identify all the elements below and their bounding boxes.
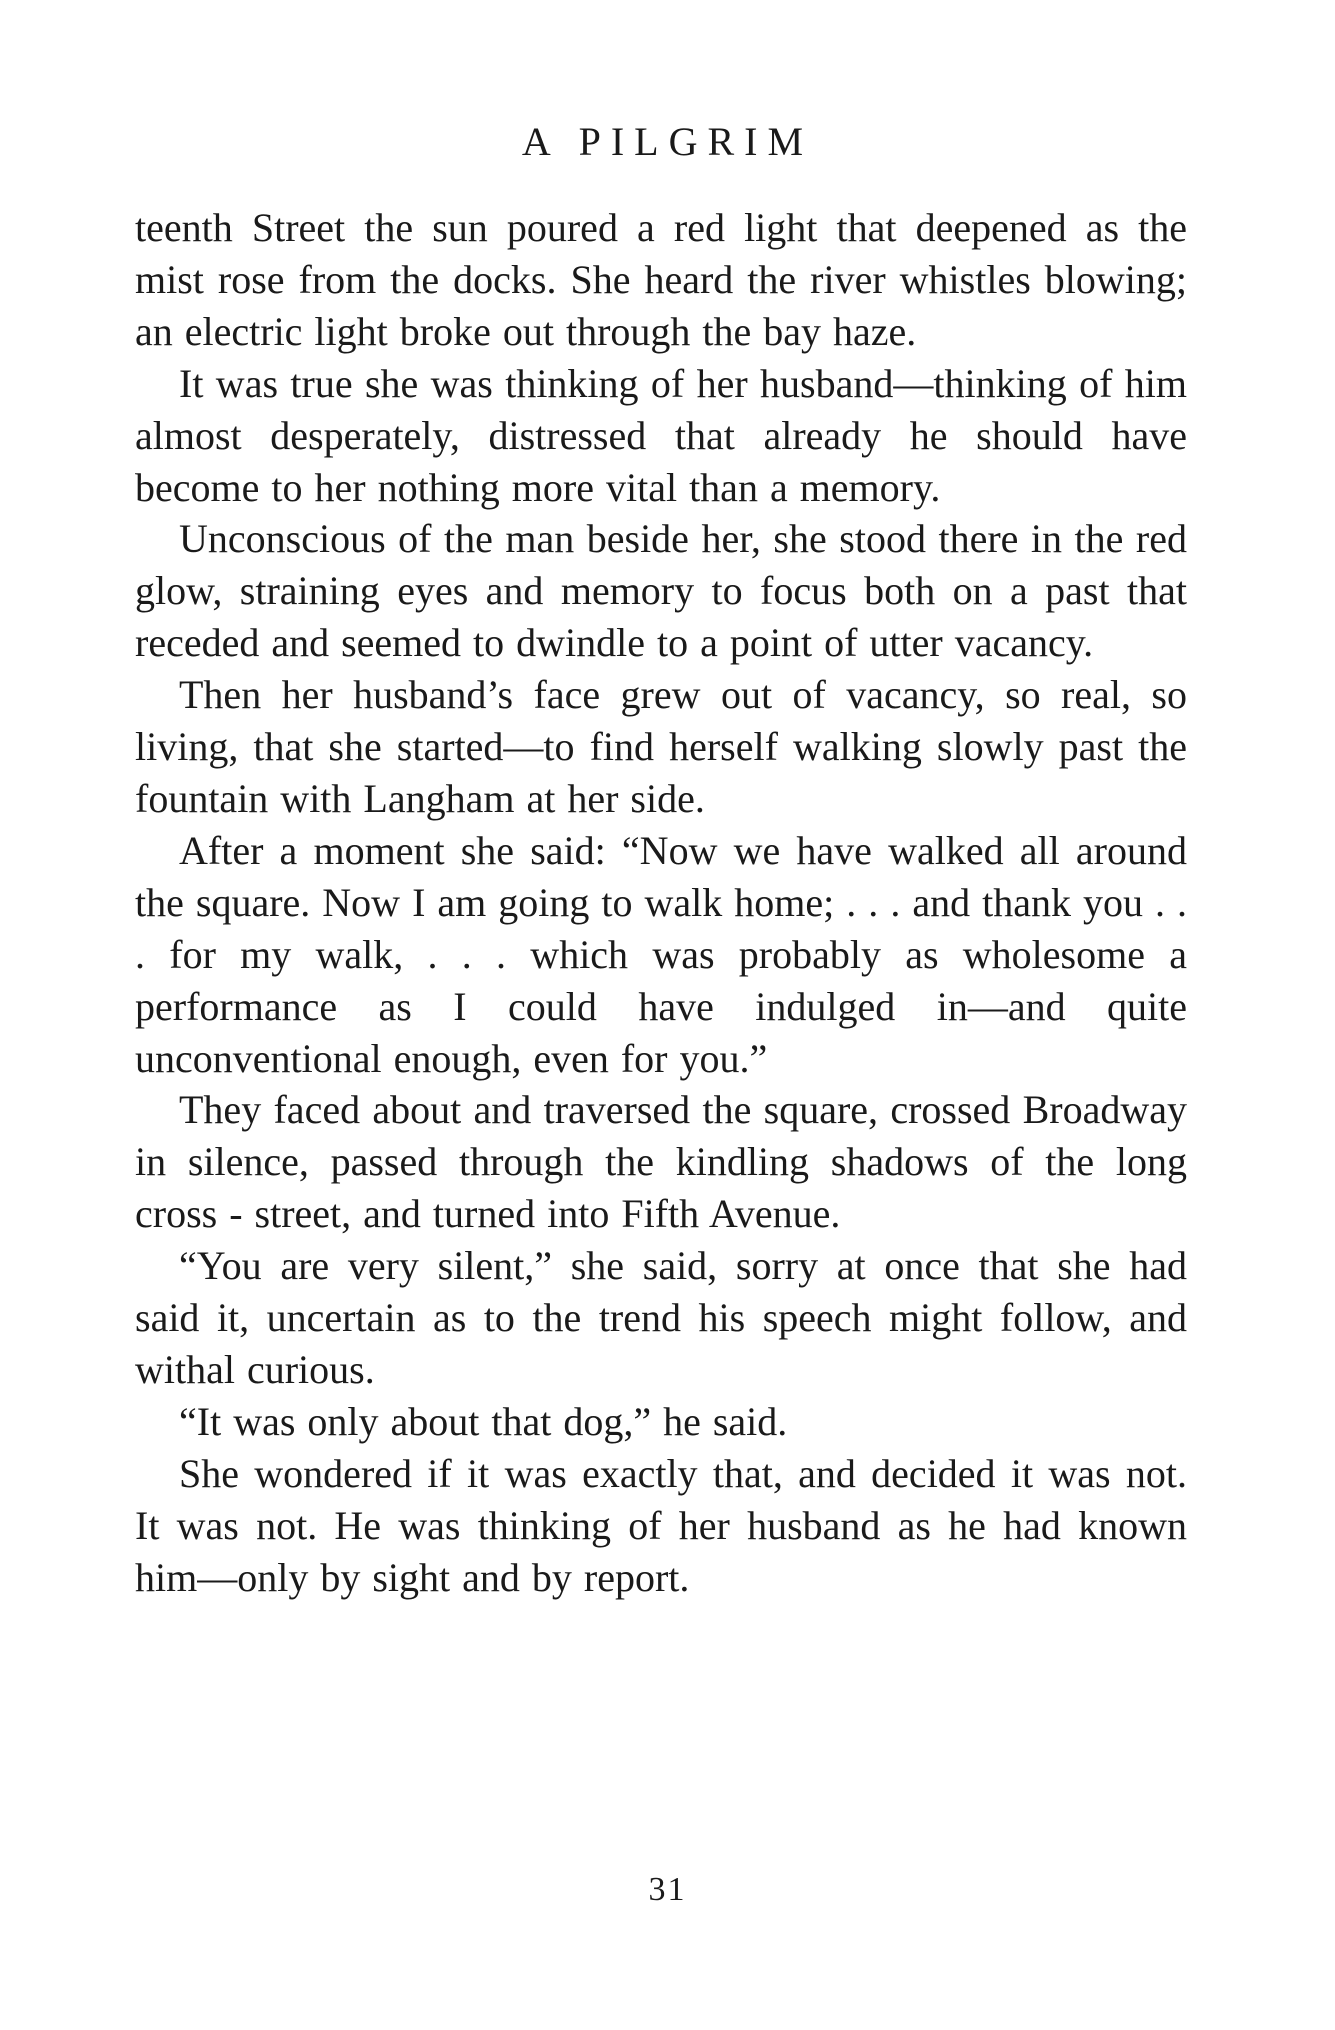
paragraph-6: They faced about and traversed the square, crossed Broadway in silence, passed through the kindling shadows of the long cross - street, and turned into Fifth Avenue. [135, 1087, 1187, 1237]
body-text [135, 202, 1187, 1603]
page-number: 31 [648, 1871, 687, 1908]
running-title: A PILGRIM [521, 119, 814, 164]
paragraph-8: “It was only about that dog,” he said. [179, 1398, 788, 1444]
paragraph-5: After a moment she said: “Now we have walked all around the square. Now I am going to walk home; . . . and thank you . . . for my walk, . . . which was probably as wholesome a performance as I could have indulged in—and quite unconventional enough, even for you.” [135, 827, 1187, 1081]
paragraph-9: She wondered if it was exactly that, and decided it was not. It was not. He was thinking of her husband as he had known him—only by sight and by report. [135, 1450, 1187, 1600]
paragraph-7: “You are very silent,” she said, sorry at once that she had said it, uncertain as to the trend his speech might follow, and withal curious. [135, 1243, 1187, 1392]
paragraph-4: Then her husband’s face grew out of vacancy, so real, so living, that she started—to find herself walking slowly past the fountain with Langham at her side. [135, 672, 1187, 821]
paragraph-3: Unconscious of the man beside her, she stood there in the red glow, straining eyes and memory to focus both on a past that receded and seemed to dwindle to a point of utter vacancy. [135, 516, 1187, 666]
paragraph-1: teenth Street the sun poured a red light that deepened as the mist rose from the docks. She heard the river whistles blowing; an electric light broke out through the bay haze. [135, 205, 1187, 354]
paragraph-2: It was true she was thinking of her husband—thinking of him almost desperately, distressed that already he should have become to her nothing more vital than a memory. [135, 360, 1187, 510]
